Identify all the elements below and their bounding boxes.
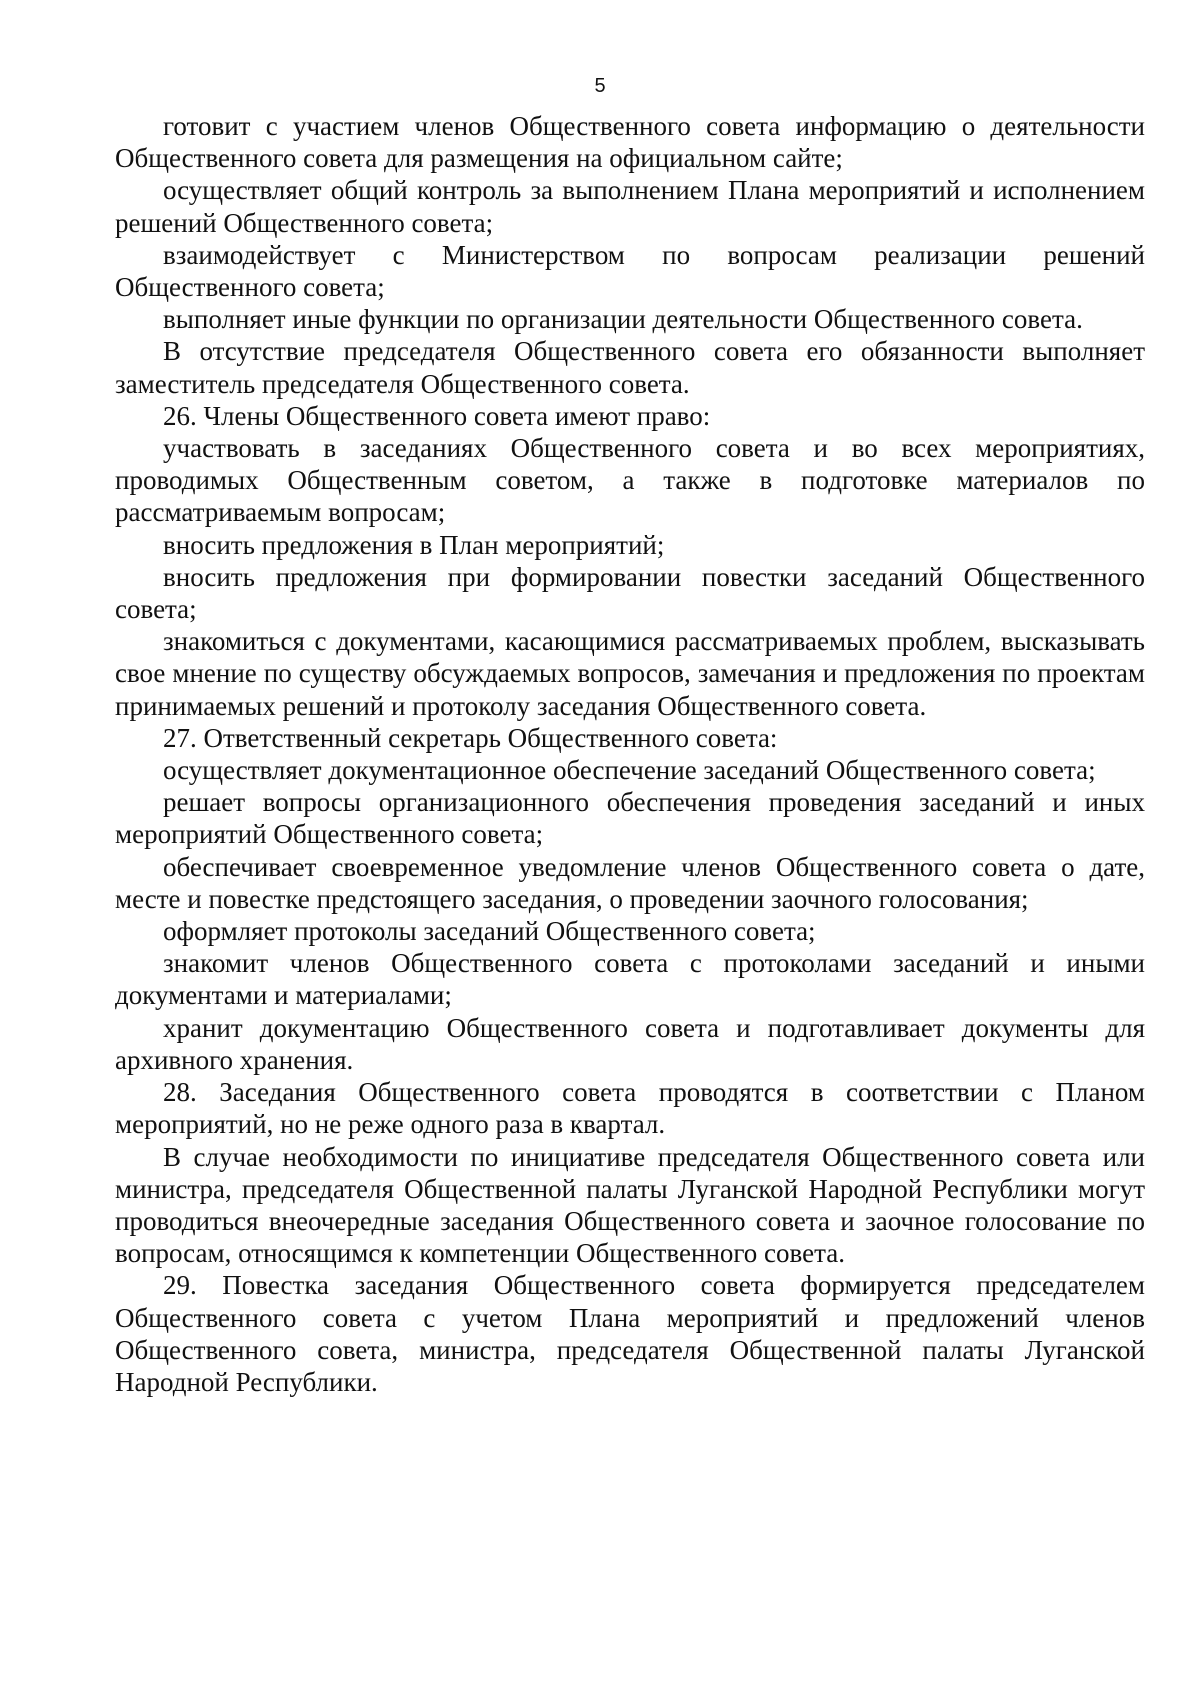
section-paragraph-29: 29. Повестка заседания Общественного совета формируется председателем Общественного совета с учетом Плана мероприятий и предложений членов Общественного совета, министра, председателя Общественной палаты Луганской Народной Республики. xyxy=(115,1270,1145,1397)
paragraph: оформляет протоколы заседаний Общественного совета; xyxy=(163,916,816,947)
paragraph: осуществляет документационное обеспечение заседаний Общественного совета; xyxy=(163,755,1096,786)
paragraph: обеспечивает своевременное уведомление членов Общественного совета о дате, месте и повестке предстоящего заседания, о проведении заочного голосования; xyxy=(115,851,1145,914)
section-heading-26: 26. Члены Общественного совета имеют право: xyxy=(163,400,711,431)
paragraph: В случае необходимости по инициативе председателя Общественного совета или министра, председателя Общественной палаты Луганской Народной Республики могут проводиться внеочередные заседания Общественного совета и заочное голосование по вопросам, относящимся к компетенции Общественного совета. xyxy=(115,1141,1145,1269)
section-paragraph-28: 28. Заседания Общественного совета проводятся в соответствии с Планом мероприятий, но не реже одного раза в квартал. xyxy=(115,1077,1145,1140)
paragraph: решает вопросы организационного обеспечения проведения заседаний и иных мероприятий Общественного совета; xyxy=(115,787,1145,850)
page-number: 5 xyxy=(594,75,606,97)
paragraph: участвовать в заседаниях Общественного совета и во всех мероприятиях, проводимых Общественным советом, а также в подготовке материалов по рассматриваемым вопросам; xyxy=(115,433,1145,528)
document-body xyxy=(115,110,1145,1398)
section-heading-27: 27. Ответственный секретарь Общественного совета: xyxy=(163,722,778,753)
paragraph: знакомит членов Общественного совета с протоколами заседаний и иными документами и материалами; xyxy=(115,948,1145,1011)
paragraph: взаимодействует с Министерством по вопросам реализации решений Общественного совета; xyxy=(115,239,1145,303)
paragraph: готовит с участием членов Общественного совета информацию о деятельности Общественного совета для размещения на официальном сайте; xyxy=(115,111,1145,174)
paragraph: В отсутствие председателя Общественного совета его обязанности выполняет заместитель председателя Общественного совета. xyxy=(115,336,1145,399)
paragraph: вносить предложения при формировании повестки заседаний Общественного совета; xyxy=(115,561,1145,625)
paragraph: хранит документацию Общественного совета и подготавливает документы для архивного хранения. xyxy=(115,1012,1145,1075)
paragraph: знакомиться с документами, касающимися рассматриваемых проблем, высказывать свое мнение по существу обсуждаемых вопросов, замечания и предложения по проектам принимаемых решений и протоколу заседания Общественного совета. xyxy=(115,626,1145,721)
paragraph: осуществляет общий контроль за выполнением Плана мероприятий и исполнением решений Общественного совета; xyxy=(115,175,1145,238)
paragraph: выполняет иные функции по организации деятельности Общественного совета. xyxy=(163,304,1083,335)
paragraph: вносить предложения в План мероприятий; xyxy=(163,529,665,560)
